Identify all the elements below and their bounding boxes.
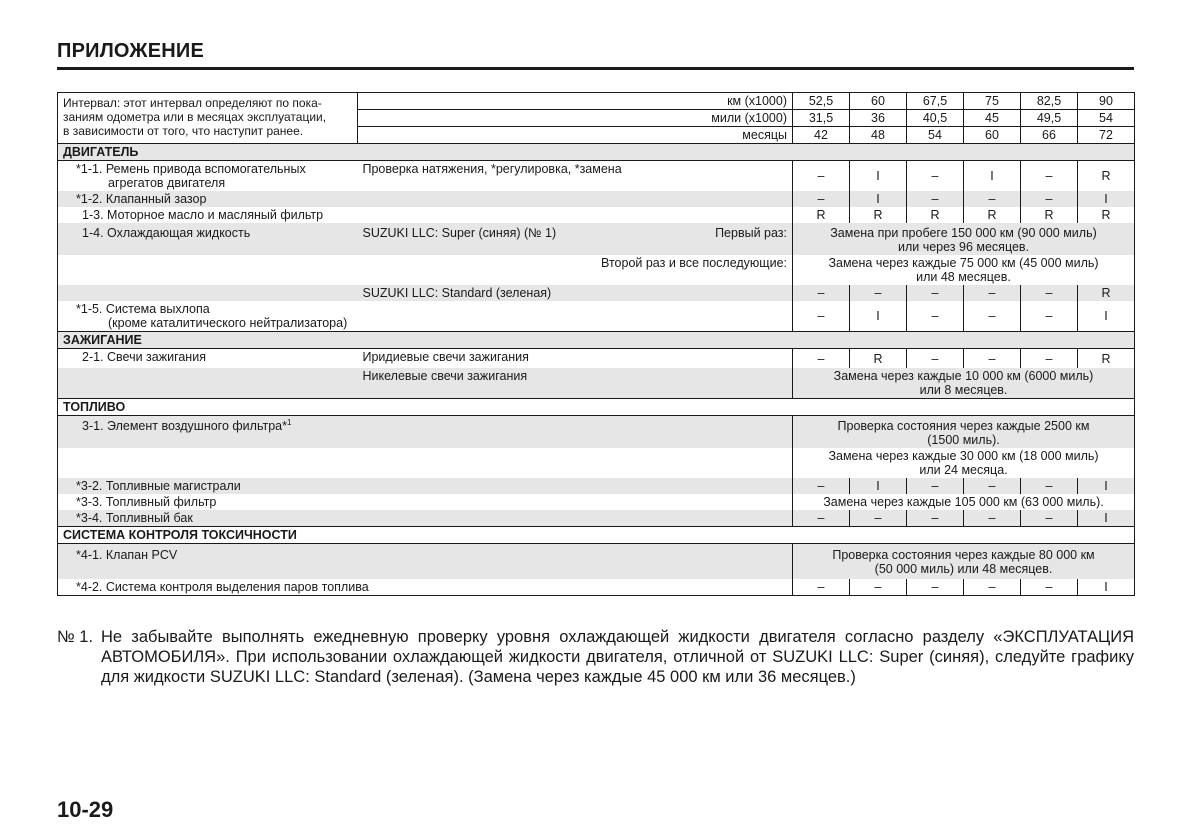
item-name: *4-2. Система контроля выделения паров топлива — [58, 579, 793, 596]
row-air-filter-inspect — [58, 416, 1135, 449]
unit-label-miles: мили (x1000) — [358, 110, 793, 127]
item-name — [58, 255, 358, 285]
schedule-cell: – — [793, 285, 850, 301]
schedule-cell: I — [850, 191, 907, 207]
schedule-cell: – — [964, 510, 1021, 527]
months-value: 72 — [1078, 127, 1135, 144]
maintenance-schedule-table — [57, 92, 1135, 596]
item-action — [358, 191, 793, 207]
fuel-filter-span: Замена через каждые 105 000 км (63 000 миль). — [793, 494, 1135, 510]
item-name: *4-1. Клапан PCV — [58, 544, 358, 580]
miles-value: 36 — [850, 110, 907, 127]
schedule-cell: – — [850, 510, 907, 527]
schedule-cell: – — [1021, 579, 1078, 596]
schedule-cell: – — [964, 191, 1021, 207]
item-action: Проверка натяжения, *регулировка, *замена — [362, 162, 622, 176]
miles-value: 40,5 — [907, 110, 964, 127]
row-oil — [58, 207, 1135, 223]
schedule-cell: – — [907, 478, 964, 494]
row-pcv — [58, 544, 1135, 580]
section-row-ignition — [58, 332, 1135, 349]
schedule-cell: – — [907, 161, 964, 192]
schedule-cell: – — [1021, 301, 1078, 332]
item-name: 1-4. Охлаждающая жидкость — [58, 223, 358, 255]
months-value: 66 — [1021, 127, 1078, 144]
item-name — [58, 448, 358, 478]
schedule-cell: R — [1021, 207, 1078, 223]
item-name: 3-1. Элемент воздушного фильтра*$^1$ — [58, 416, 358, 449]
schedule-cell: – — [964, 349, 1021, 369]
km-value: 82,5 — [1021, 93, 1078, 110]
row-valve — [58, 191, 1135, 207]
item-name: *3-3. Топливный фильтр — [58, 494, 358, 510]
coolant-first-span: Замена при пробеге 150 000 км (90 000 миль) или через 96 месяцев. — [793, 223, 1135, 255]
row-exhaust — [58, 301, 1135, 332]
schedule-cell: – — [793, 478, 850, 494]
km-value: 60 — [850, 93, 907, 110]
schedule-cell: I — [964, 161, 1021, 192]
plug-type-iridium: Иридиевые свечи зажигания — [362, 350, 529, 364]
title-divider — [57, 67, 1134, 70]
schedule-cell: – — [1021, 510, 1078, 527]
schedule-cell: – — [907, 349, 964, 369]
miles-value: 31,5 — [793, 110, 850, 127]
schedule-cell: I — [1078, 579, 1135, 596]
air-filter-inspect-span: Проверка состояния через каждые 2500 км (1500 миль). — [793, 416, 1135, 449]
schedule-cell: – — [1021, 349, 1078, 369]
row-plugs-nickel — [58, 368, 1135, 399]
row-coolant-standard — [58, 285, 1135, 301]
interval-description: Интервал: этот интервал определяют по пока- заниям одометра или в месяцах эксплуатации, в зависимости от того, что наступит ранее. — [58, 93, 358, 144]
schedule-cell: R — [964, 207, 1021, 223]
item-action — [358, 478, 793, 494]
row-belt — [58, 161, 1135, 192]
item-name: *3-2. Топливные магистрали — [58, 478, 358, 494]
schedule-cell: – — [907, 285, 964, 301]
schedule-cell: R — [1078, 285, 1135, 301]
schedule-cell: I — [1078, 301, 1135, 332]
schedule-cell: – — [793, 301, 850, 332]
schedule-cell: I — [850, 161, 907, 192]
schedule-cell: I — [1078, 478, 1135, 494]
footnote-number: № 1. — [57, 628, 94, 646]
item-action — [358, 494, 793, 510]
item-action — [358, 510, 793, 527]
coolant-type-standard: SUZUKI LLC: Standard (зеленая) — [358, 285, 793, 301]
schedule-cell: – — [1021, 161, 1078, 192]
section-row-engine — [58, 144, 1135, 161]
item-name — [58, 368, 358, 399]
schedule-cell: – — [907, 510, 964, 527]
schedule-cell: I — [1078, 510, 1135, 527]
schedule-cell: – — [964, 478, 1021, 494]
schedule-cell: I — [1078, 191, 1135, 207]
coolant-second-label: Второй раз и все последующие: — [601, 256, 787, 270]
row-fuel-lines — [58, 478, 1135, 494]
footnote — [57, 627, 1134, 687]
schedule-cell: – — [1021, 191, 1078, 207]
row-coolant-second — [58, 255, 1135, 285]
air-filter-replace-span: Замена через каждые 30 000 км (18 000 миль) или 24 месяца. — [793, 448, 1135, 478]
item-name: 1-3. Моторное масло и масляный фильтр — [58, 207, 358, 223]
schedule-cell: – — [850, 579, 907, 596]
miles-value: 54 — [1078, 110, 1135, 127]
schedule-cell: – — [793, 161, 850, 192]
section-row-emission — [58, 527, 1135, 544]
km-value: 75 — [964, 93, 1021, 110]
pcv-span: Проверка состояния через каждые 80 000 км (50 000 миль) или 48 месяцев. — [793, 544, 1135, 580]
miles-value: 45 — [964, 110, 1021, 127]
row-fuel-tank — [58, 510, 1135, 527]
section-heading-ignition: ЗАЖИГАНИЕ — [58, 332, 1135, 349]
schedule-cell: – — [793, 349, 850, 369]
coolant-type-super: SUZUKI LLC: Super (синяя) (№ 1) Первый раз: — [358, 223, 793, 255]
schedule-cell: R — [1078, 207, 1135, 223]
item-name: *3-4. Топливный бак — [58, 510, 358, 527]
schedule-cell: R — [793, 207, 850, 223]
item-name — [58, 285, 358, 301]
schedule-cell: – — [964, 579, 1021, 596]
item-action — [358, 448, 793, 478]
page-number: 10-29 — [57, 797, 114, 822]
row-evap — [58, 579, 1135, 596]
coolant-second-span: Замена через каждые 75 000 км (45 000 миль) или 48 месяцев. — [793, 255, 1135, 285]
item-action — [358, 207, 793, 223]
schedule-cell: – — [1021, 478, 1078, 494]
schedule-cell: – — [964, 285, 1021, 301]
row-air-filter-replace — [58, 448, 1135, 478]
unit-label-months: месяцы — [358, 127, 793, 144]
item-name: *1-1. Ремень привода вспомогательных агрегатов двигателя — [58, 161, 358, 192]
section-heading-emission: СИСТЕМА КОНТРОЛЯ ТОКСИЧНОСТИ — [58, 527, 1135, 544]
miles-value: 49,5 — [1021, 110, 1078, 127]
schedule-cell: – — [793, 579, 850, 596]
page-title: ПРИЛОЖЕНИЕ — [57, 40, 204, 62]
item-name: 2-1. Свечи зажигания — [58, 349, 358, 369]
schedule-cell: R — [850, 349, 907, 369]
schedule-cell: I — [850, 478, 907, 494]
months-value: 60 — [964, 127, 1021, 144]
km-value: 90 — [1078, 93, 1135, 110]
schedule-cell: – — [793, 510, 850, 527]
interval-km-row — [58, 93, 1135, 110]
schedule-cell: I — [850, 301, 907, 332]
schedule-cell: R — [850, 207, 907, 223]
row-plugs-iridium — [58, 349, 1135, 369]
schedule-cell: R — [1078, 349, 1135, 369]
months-value: 48 — [850, 127, 907, 144]
item-action — [358, 544, 793, 580]
item-name: *1-5. Система выхлопа (кроме каталитического нейтрализатора) — [58, 301, 793, 332]
schedule-cell: – — [850, 285, 907, 301]
schedule-cell: R — [907, 207, 964, 223]
row-coolant-first — [58, 223, 1135, 255]
months-value: 42 — [793, 127, 850, 144]
footnote-text: Не забывайте выполнять ежедневную проверку уровня охлаждающей жидкости двигателя согласно разделу «ЭКСПЛУАТАЦИЯ АВТОМОБИЛЯ». При использовании охлаждающей жидкости двигателя, отличной от SUZUKI LLC: Super (синяя), следуйте графику для жидкости SUZUKI LLC: Standard (зеленая). (Замена через каждые 45 000 км или 36 месяцев.) — [101, 628, 1134, 686]
km-value: 52,5 — [793, 93, 850, 110]
months-value: 54 — [907, 127, 964, 144]
section-heading-fuel: ТОПЛИВО — [58, 399, 1135, 416]
nickel-span: Замена через каждые 10 000 км (6000 миль) или 8 месяцев. — [793, 368, 1135, 399]
row-fuel-filter — [58, 494, 1135, 510]
schedule-cell: – — [907, 301, 964, 332]
unit-label-km: км (x1000) — [358, 93, 793, 110]
plug-type-nickel: Никелевые свечи зажигания — [358, 368, 793, 399]
item-name: *1-2. Клапанный зазор — [58, 191, 358, 207]
section-heading-engine: ДВИГАТЕЛЬ — [58, 144, 1135, 161]
km-value: 67,5 — [907, 93, 964, 110]
schedule-cell: – — [793, 191, 850, 207]
schedule-cell: – — [907, 579, 964, 596]
schedule-cell: – — [907, 191, 964, 207]
section-row-fuel — [58, 399, 1135, 416]
item-action — [358, 416, 793, 449]
schedule-cell: – — [1021, 285, 1078, 301]
schedule-cell: – — [964, 301, 1021, 332]
schedule-cell: R — [1078, 161, 1135, 192]
